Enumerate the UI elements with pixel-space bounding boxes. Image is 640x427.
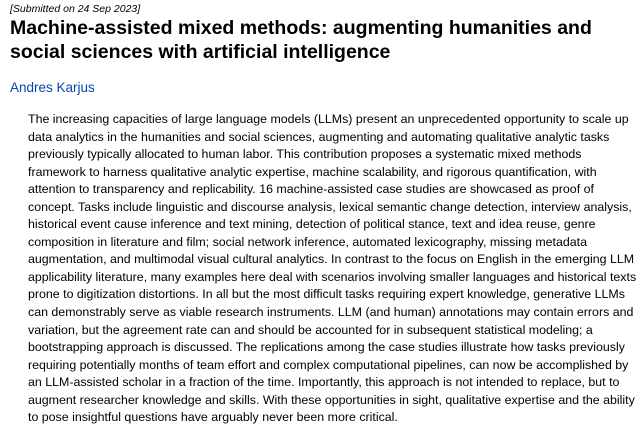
paper-title-line-1: Machine-assisted mixed methods: augmenting humanities and <box>10 17 592 39</box>
author-list <box>10 79 95 97</box>
paper-title <box>10 16 635 64</box>
paper-title-line-2: social sciences with artificial intelligence <box>10 41 391 63</box>
submission-date: [Submitted on 24 Sep 2023] <box>10 3 141 15</box>
author-link[interactable]: Andres Karjus <box>10 80 95 95</box>
abstract-text: The increasing capacities of large language models (LLMs) present an unprecedented opportunity to scale up data analytics in the humanities and social sciences, augmenting and automating qualitative analytic tasks previously typically allocated to human labor. This contribution proposes a systematic mixed methods framework to harness qualitative analytic expertise, machine scalability, and rigorous quantification, with attention to transparency and replicability. 16 machine-assisted case studies are showcased as proof of concept. Tasks include linguistic and discourse analysis, lexical semantic change detection, interview analysis, historical event cause inference and text mining, detection of political stance, text and idea reuse, genre composition in literature and film; social network inference, automated lexicography, missing metadata augmentation, and multimodal visual cultural analytics. In contrast to the focus on English in the emerging LLM applicability literature, many examples here deal with scenarios involving smaller languages and historical texts prone to digitization distortions. In all but the most difficult tasks requiring expert knowledge, generative LLMs can demonstrably serve as viable research instruments. LLM (and human) annotations may contain errors and variation, but the agreement rate can and should be accounted for in subsequent statistical modeling; a bootstrapping approach is discussed. The replications among the case studies illustrate how tasks previously requiring potentially months of team effort and complex computational pipelines, can now be accomplished by an LLM-assisted scholar in a fraction of the time. Importantly, this approach is not intended to replace, but to augment researcher knowledge and skills. With these opportunities in sight, qualitative expertise and the ability to pose insightful questions have arguably never been more critical. <box>28 112 637 425</box>
